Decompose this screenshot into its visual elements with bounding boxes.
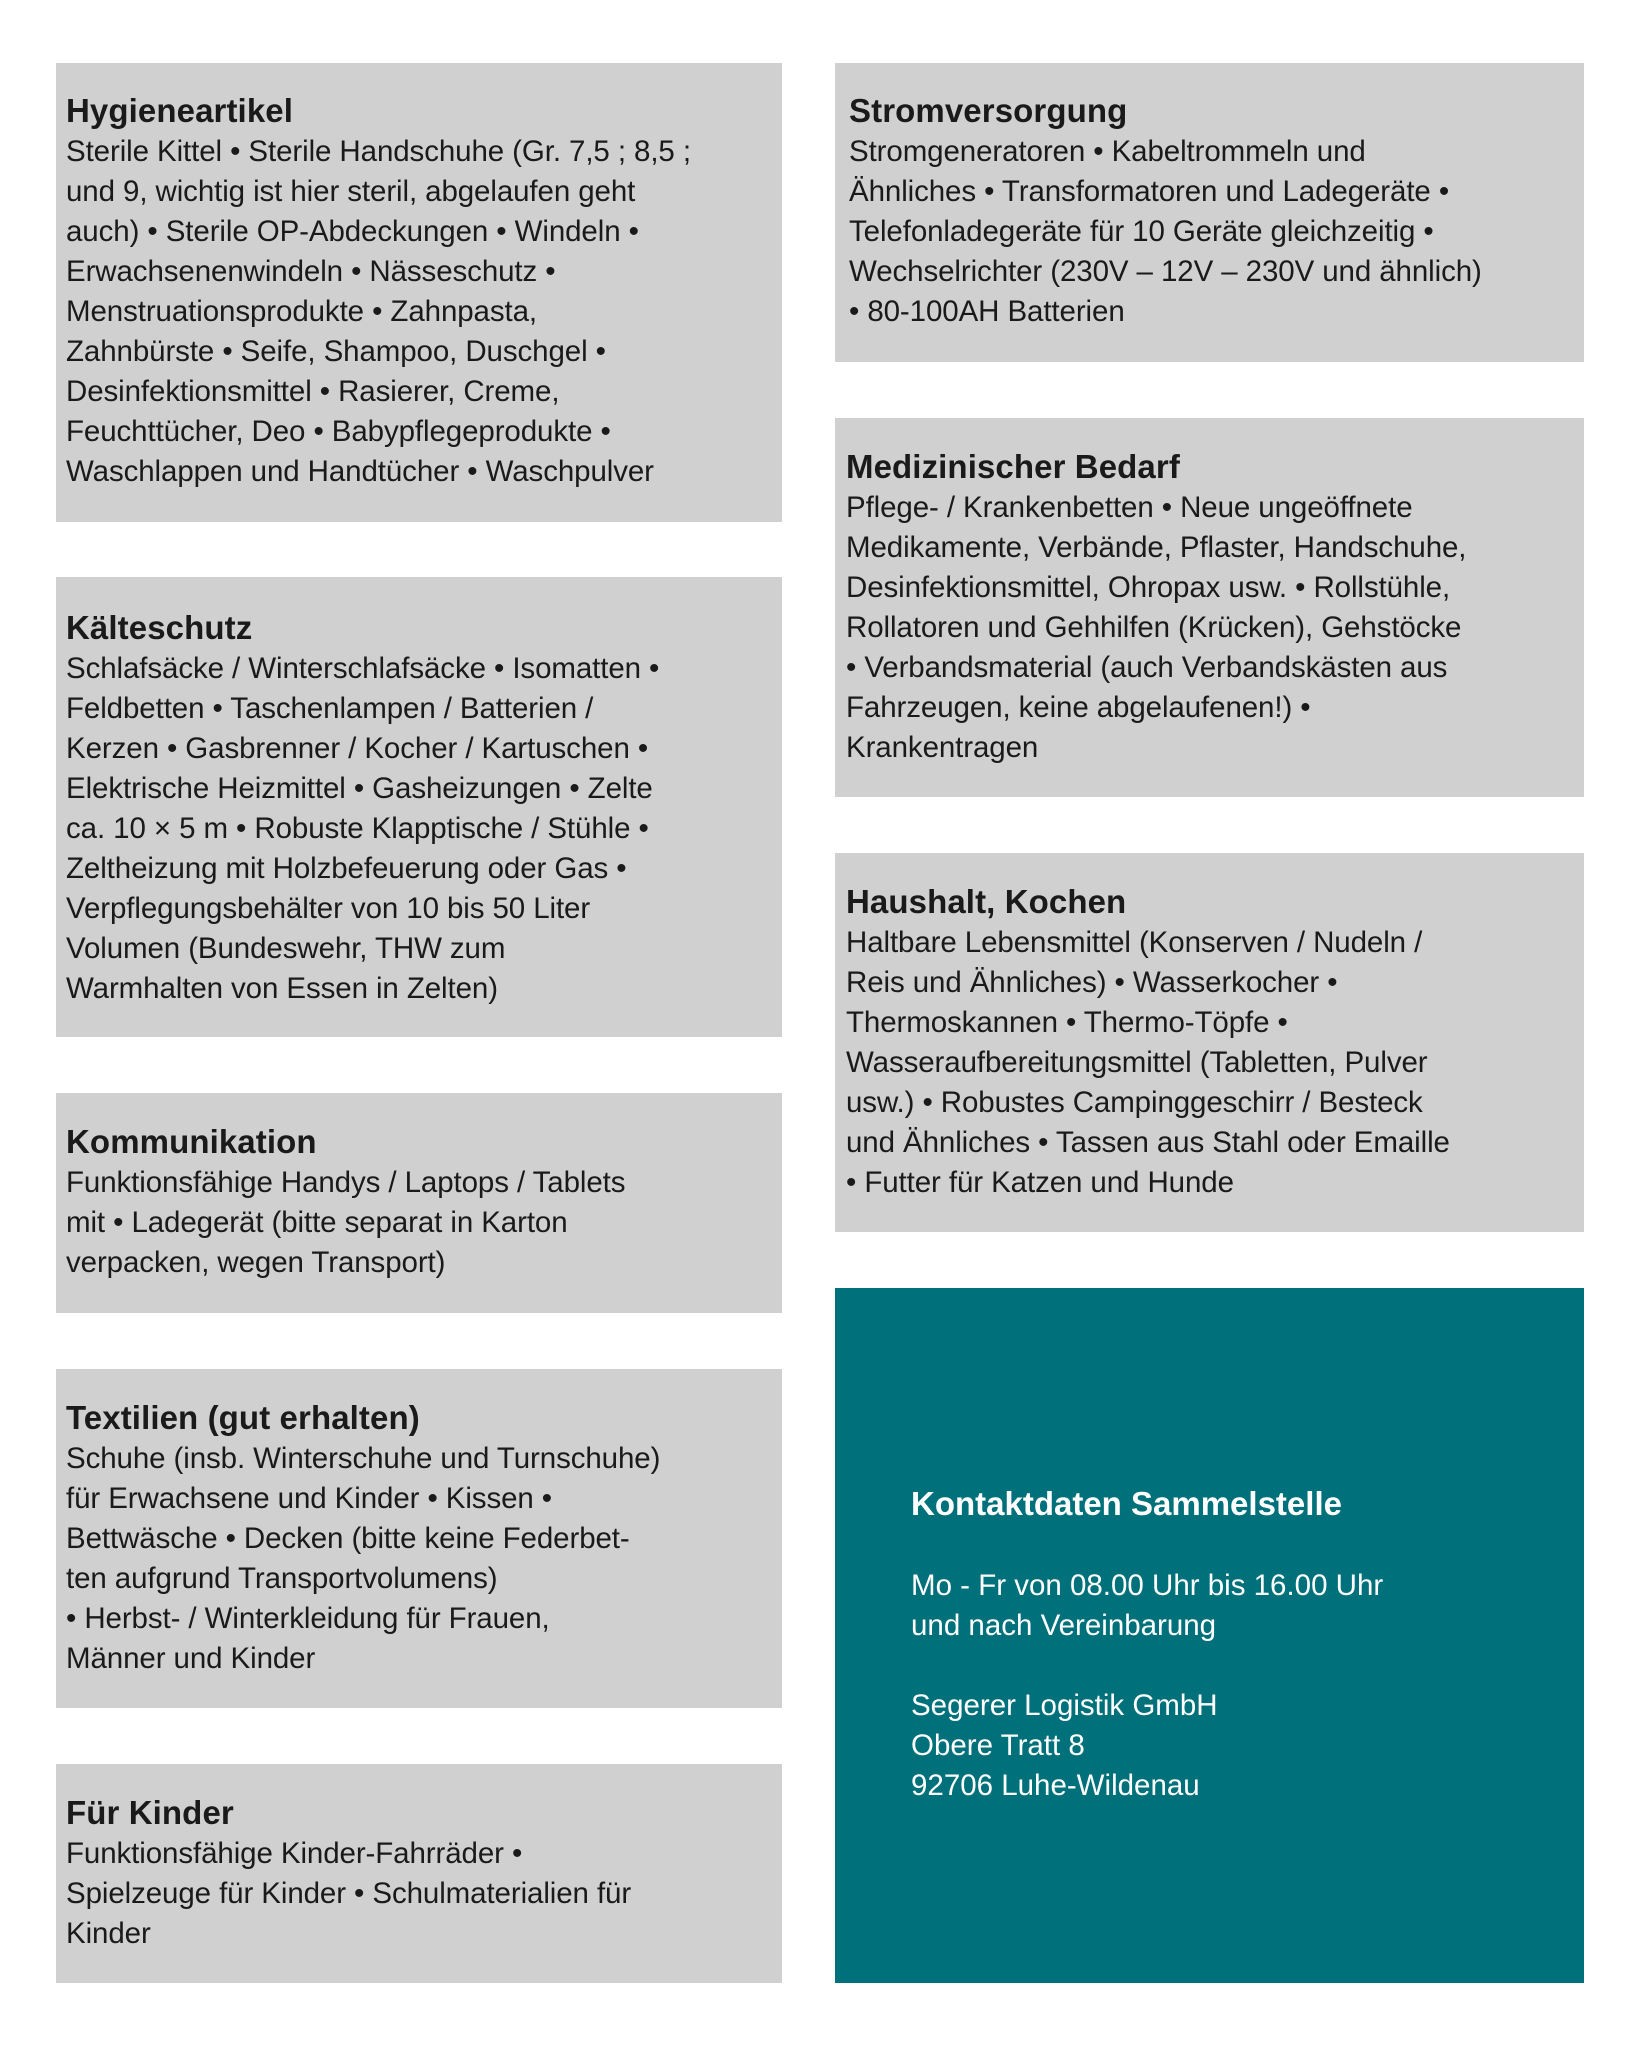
contact-hours-line1: Mo - Fr von 08.00 Uhr bis 16.00 Uhr [911,1569,1384,1602]
item-line: Menstruationsprodukte • Zahnpasta, [66,295,538,328]
item-line: Stromgeneratoren • Kabeltrommeln und [849,135,1366,168]
category-items [846,488,1466,768]
contact-panel [835,1288,1584,1983]
category-items [66,1163,625,1283]
contact-street: Obere Tratt 8 [911,1729,1085,1762]
category-title: Hygieneartikel [66,92,294,129]
category-title: Textilien (gut erhalten) [66,1399,420,1436]
category-box-textilien [56,1369,782,1708]
item-line: ca. 10 × 5 m • Robuste Klapptische / Stühle • [66,812,649,845]
item-line: Funktionsfähige Kinder-Fahrräder • [66,1837,523,1870]
category-box-haushalt [835,853,1584,1232]
item-line: Ähnliches • Transformatoren und Ladegeräte • [849,175,1450,208]
item-line: Waschlappen und Handtücher • Waschpulver [66,455,654,488]
contact-hours-line2: und nach Vereinbarung [911,1609,1217,1642]
contact-city: 92706 Luhe-Wildenau [911,1769,1200,1802]
item-line: Kinder [66,1917,151,1950]
item-line: Feldbetten • Taschenlampen / Batterien / [66,692,594,725]
item-line: Zahnbürste • Seife, Shampoo, Duschgel • [66,335,606,368]
category-title: Für Kinder [66,1794,234,1831]
category-title: Medizinischer Bedarf [846,448,1180,485]
item-line: Pflege- / Krankenbetten • Neue ungeöffnete [846,491,1413,524]
item-line: Volumen (Bundeswehr, THW zum [66,932,506,965]
category-items [66,1439,660,1679]
item-line: mit • Ladegerät (bitte separat in Karton [66,1206,568,1239]
item-line: Medikamente, Verbände, Pflaster, Handschuhe, [846,531,1467,564]
item-line: • Herbst- / Winterkleidung für Frauen, [66,1602,550,1635]
item-line: Thermoskannen • Thermo-Töpfe • [846,1006,1288,1039]
category-title: Haushalt, Kochen [846,883,1127,920]
item-line: für Erwachsene und Kinder • Kissen • [66,1482,553,1515]
category-title: Stromversorgung [849,92,1128,129]
item-line: • Futter für Katzen und Hunde [846,1166,1234,1199]
item-line: Krankentragen [846,731,1039,764]
item-line: und 9, wichtig ist hier steril, abgelaufen geht [66,175,636,208]
item-line: ten aufgrund Transportvolumens) [66,1562,498,1595]
item-line: usw.) • Robustes Campinggeschirr / Besteck [846,1086,1423,1119]
category-title: Kommunikation [66,1123,317,1160]
item-line: Haltbare Lebensmittel (Konserven / Nudeln / [846,926,1423,959]
item-line: Reis und Ähnliches) • Wasserkocher • [846,966,1338,999]
item-line: Funktionsfähige Handys / Laptops / Tablets [66,1166,626,1199]
contact-title: Kontaktdaten Sammelstelle [911,1485,1342,1522]
item-line: verpacken, wegen Transport) [66,1246,446,1279]
item-line: Sterile Kittel • Sterile Handschuhe (Gr. 7,5 ; 8,5 ; [66,135,691,168]
item-line: Erwachsenenwindeln • Nässeschutz • [66,255,556,288]
item-line: Schlafsäcke / Winterschlafsäcke • Isomatten • [66,652,660,685]
item-line: Desinfektionsmittel, Ohropax usw. • Rollstühle, [846,571,1451,604]
contact-company: Segerer Logistik GmbH [911,1689,1218,1722]
category-items [66,1834,631,1954]
item-line: Zeltheizung mit Holzbefeuerung oder Gas • [66,852,627,885]
category-items [846,923,1450,1203]
item-line: Schuhe (insb. Winterschuhe und Turnschuhe) [66,1442,661,1475]
item-line: Kerzen • Gasbrenner / Kocher / Kartuschen • [66,732,649,765]
item-line: Feuchttücher, Deo • Babypflegeprodukte • [66,415,611,448]
item-line: Spielzeuge für Kinder • Schulmaterialien für [66,1877,632,1910]
category-items [849,132,1482,332]
category-box-kinder [56,1764,782,1983]
category-box-kaelteschutz [56,577,782,1037]
item-line: Desinfektionsmittel • Rasierer, Creme, [66,375,560,408]
item-line: Elektrische Heizmittel • Gasheizungen • Zelte [66,772,653,805]
item-line: Wechselrichter (230V – 12V – 230V und ähnlich) [849,255,1482,288]
item-line: Telefonladegeräte für 10 Geräte gleichzeitig • [849,215,1434,248]
category-box-strom [835,63,1584,362]
item-line: • 80-100AH Batterien [849,295,1125,328]
category-title: Kälteschutz [66,609,253,646]
item-line: und Ähnliches • Tassen aus Stahl oder Emaille [846,1126,1450,1159]
category-items [66,132,691,492]
category-box-kommunikation [56,1093,782,1313]
category-box-hygiene [56,63,782,522]
category-items [66,649,659,1009]
item-line: Rollatoren und Gehhilfen (Krücken), Gehstöcke [846,611,1462,644]
item-line: Fahrzeugen, keine abgelaufenen!) • [846,691,1311,724]
item-line: Verpflegungsbehälter von 10 bis 50 Liter [66,892,591,925]
item-line: auch) • Sterile OP-Abdeckungen • Windeln • [66,215,639,248]
category-box-medizin [835,418,1584,797]
item-line: Wasseraufbereitungsmittel (Tabletten, Pulver [846,1046,1428,1079]
item-line: Bettwäsche • Decken (bitte keine Federbet- [66,1522,630,1555]
item-line: Männer und Kinder [66,1642,316,1675]
item-line: Warmhalten von Essen in Zelten) [66,972,498,1005]
item-line: • Verbandsmaterial (auch Verbandskästen aus [846,651,1448,684]
